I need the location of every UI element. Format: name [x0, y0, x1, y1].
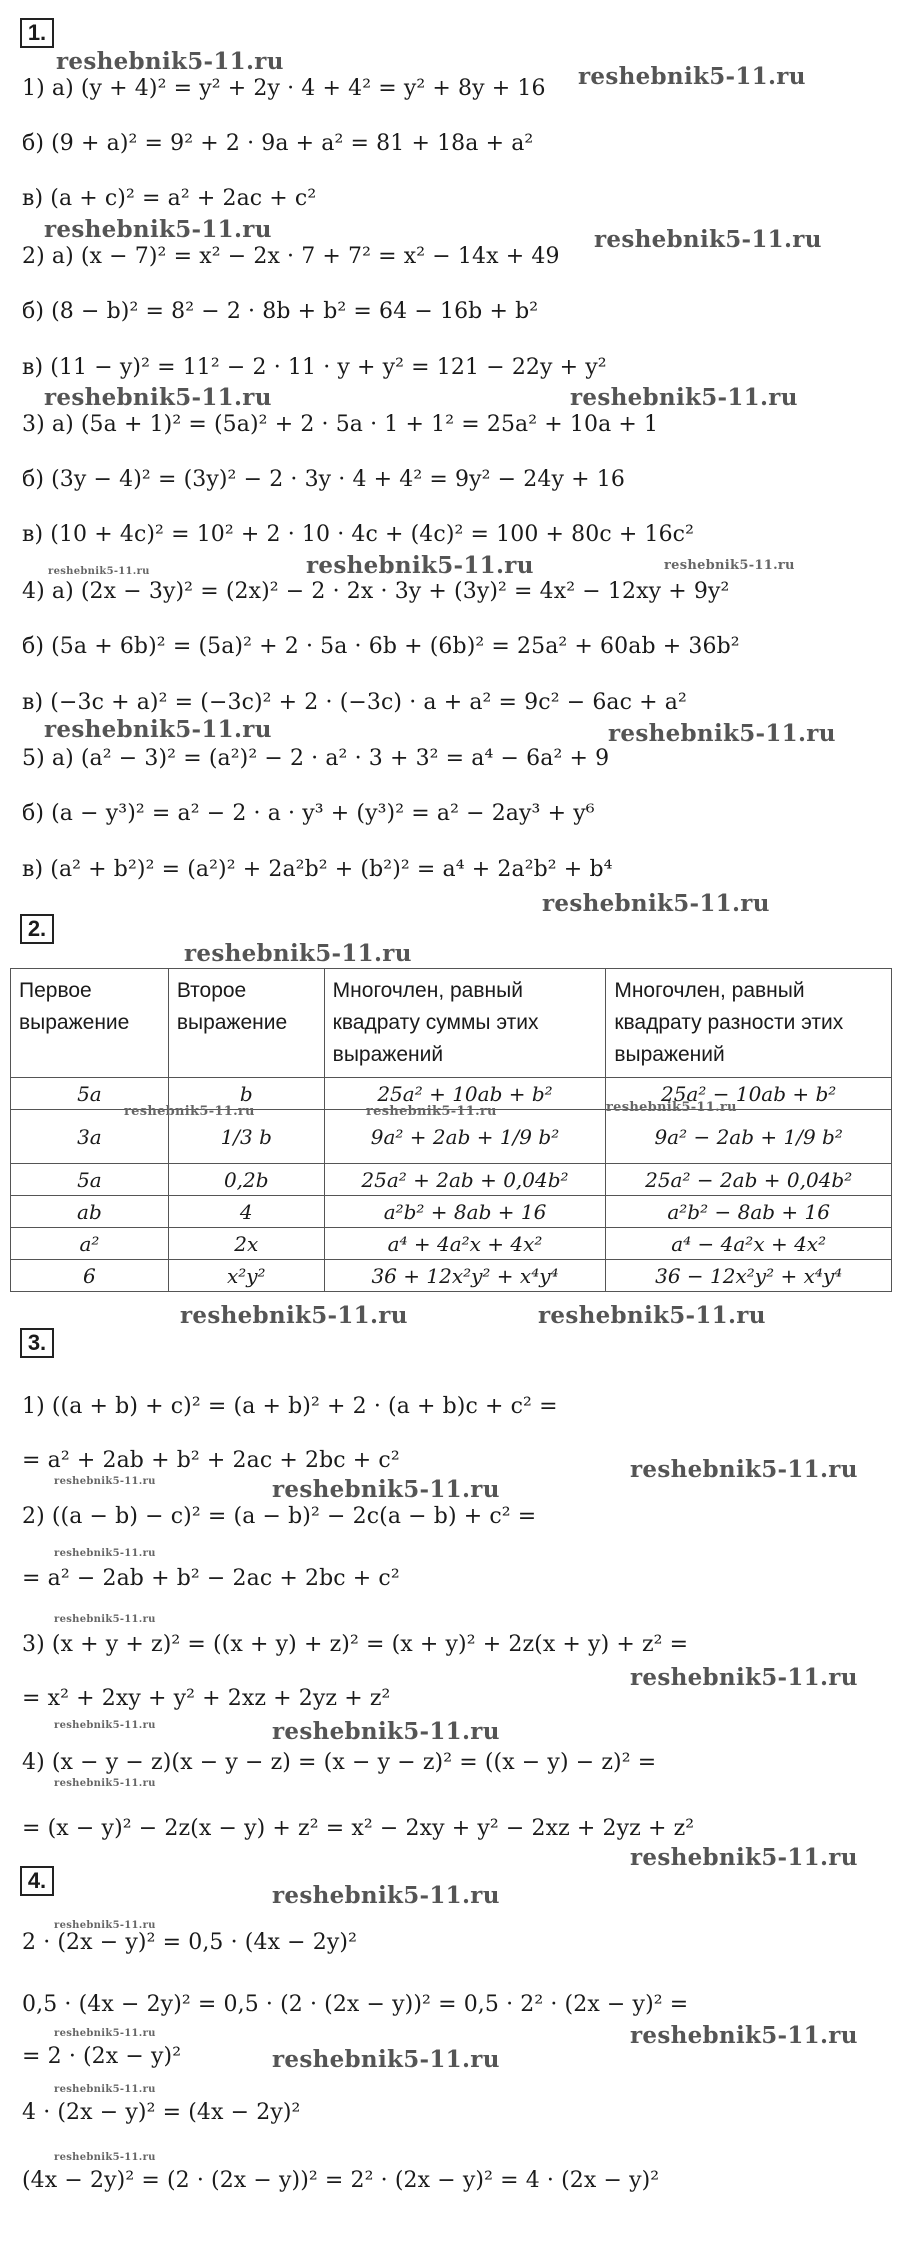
watermark: reshebnik5-11.ru	[630, 2022, 858, 2049]
watermark: reshebnik5-11.ru	[56, 48, 284, 75]
equation-line: 0,5 · (4x − 2y)² = 0,5 · (2 · (2x − y))² = 0,5 · 2² · (2x − y)² =	[22, 1992, 689, 2017]
equation-line: 2 · (2x − y)² = 0,5 · (4x − 2y)²	[22, 1930, 358, 1955]
table-cell: x²y²	[168, 1260, 324, 1292]
header-sum-square: Многочлен, равный квадрату суммы этих выражений	[324, 969, 606, 1078]
equation-line: б) (a − y³)² = a² − 2 · a · y³ + (y³)² = a² − 2ay³ + y⁶	[22, 801, 595, 826]
table-cell: 5a	[11, 1078, 169, 1110]
equation-line: 3) (x + y + z)² = ((x + y) + z)² = (x + y)² + 2z(x + y) + z² =	[22, 1632, 689, 1657]
equation-line: = (x − y)² − 2z(x − y) + z² = x² − 2xy + y² − 2xz + 2yz + z²	[22, 1816, 695, 1841]
table-cell: 6	[11, 1260, 169, 1292]
watermark: reshebnik5-11.ru	[184, 940, 412, 967]
table-header-row	[11, 969, 892, 1078]
watermark: reshebnik5-11.ru	[272, 1882, 500, 1909]
equation-line: 3) а) (5a + 1)² = (5a)² + 2 · 5a · 1 + 1² = 25a² + 10a + 1	[22, 412, 659, 437]
table-row	[11, 1260, 892, 1292]
equation-line: 1) а) (y + 4)² = y² + 2y · 4 + 4² = y² + 8y + 16	[22, 76, 546, 101]
equation-line: б) (5a + 6b)² = (5a)² + 2 · 5a · 6b + (6b)² = 25a² + 60ab + 36b²	[22, 634, 740, 659]
section-number-4: 4.	[20, 1866, 54, 1896]
watermark: reshebnik5-11.ru	[54, 1720, 156, 1731]
table-cell: 25a² − 2ab + 0,04b²	[606, 1164, 892, 1196]
equation-line: в) (−3c + a)² = (−3c)² + 2 · (−3c) · a + a² = 9c² − 6ac + a²	[22, 690, 687, 715]
equation-line: 2) а) (x − 7)² = x² − 2x · 7 + 7² = x² − 14x + 49	[22, 244, 560, 269]
equation-line: б) (9 + a)² = 9² + 2 · 9a + a² = 81 + 18a + a²	[22, 131, 534, 156]
table-cell: a⁴ + 4a²x + 4x²	[324, 1228, 606, 1260]
watermark: reshebnik5-11.ru	[54, 1778, 156, 1789]
equation-line: 4 · (2x − y)² = (4x − 2y)²	[22, 2100, 301, 2125]
watermark: reshebnik5-11.ru	[630, 1456, 858, 1483]
section-number-1: 1.	[20, 18, 54, 48]
table-cell: 3a	[11, 1110, 169, 1164]
equation-line: в) (a² + b²)² = (a²)² + 2a²b² + (b²)² = a⁴ + 2a²b² + b⁴	[22, 857, 613, 882]
table-cell: ab	[11, 1196, 169, 1228]
table-cell: 36 + 12x²y² + x⁴y⁴	[324, 1260, 606, 1292]
watermark: reshebnik5-11.ru	[54, 1614, 156, 1625]
equation-line: 1) ((a + b) + c)² = (a + b)² + 2 · (a + b)c + c² =	[22, 1394, 558, 1419]
watermark: reshebnik5-11.ru	[44, 384, 272, 411]
watermark: reshebnik5-11.ru	[630, 1844, 858, 1871]
table-cell: 9a² − 2ab + 1/9 b²	[606, 1110, 892, 1164]
watermark: reshebnik5-11.ru	[542, 890, 770, 917]
watermark: reshebnik5-11.ru	[54, 1476, 156, 1487]
watermark: reshebnik5-11.ru	[594, 226, 822, 253]
squares-table	[10, 968, 892, 1292]
table-cell: a²	[11, 1228, 169, 1260]
table-row	[11, 1228, 892, 1260]
table-row	[11, 1196, 892, 1228]
watermark: reshebnik5-11.ru	[124, 1104, 255, 1119]
equation-line: б) (3y − 4)² = (3y)² − 2 · 3y · 4 + 4² = 9y² − 24y + 16	[22, 467, 625, 492]
equation-line: = 2 · (2x − y)²	[22, 2044, 182, 2069]
section-number-3: 3.	[20, 1328, 54, 1358]
table-cell: 9a² + 2ab + 1/9 b²	[324, 1110, 606, 1164]
equation-line: в) (a + c)² = a² + 2ac + c²	[22, 186, 317, 211]
table-cell: 0,2b	[168, 1164, 324, 1196]
equation-line: в) (10 + 4c)² = 10² + 2 · 10 · 4c + (4c)² = 100 + 80c + 16c²	[22, 522, 695, 547]
table-cell: a⁴ − 4a²x + 4x²	[606, 1228, 892, 1260]
watermark: reshebnik5-11.ru	[570, 384, 798, 411]
watermark: reshebnik5-11.ru	[606, 1100, 737, 1115]
section-number-2: 2.	[20, 914, 54, 944]
table-cell: 4	[168, 1196, 324, 1228]
table-cell: 25a² + 2ab + 0,04b²	[324, 1164, 606, 1196]
equation-line: = a² − 2ab + b² − 2ac + 2bc + c²	[22, 1566, 400, 1591]
table-cell: a²b² − 8ab + 16	[606, 1196, 892, 1228]
watermark: reshebnik5-11.ru	[664, 558, 795, 573]
table-cell: b	[168, 1078, 324, 1110]
table-cell: 2x	[168, 1228, 324, 1260]
equation-line: = a² + 2ab + b² + 2ac + 2bc + c²	[22, 1448, 400, 1473]
table-cell: 1/3 b	[168, 1110, 324, 1164]
watermark: reshebnik5-11.ru	[54, 2152, 156, 2163]
table-cell: 25a² − 10ab + b²	[606, 1078, 892, 1110]
table-cell: 25a² + 10ab + b²	[324, 1078, 606, 1110]
watermark: reshebnik5-11.ru	[578, 63, 806, 90]
equation-line: б) (8 − b)² = 8² − 2 · 8b + b² = 64 − 16b + b²	[22, 299, 539, 324]
equation-line: 4) а) (2x − 3y)² = (2x)² − 2 · 2x · 3y + (3y)² = 4x² − 12xy + 9y²	[22, 579, 730, 604]
watermark: reshebnik5-11.ru	[180, 1302, 408, 1329]
header-second-expression: Второе выражение	[168, 969, 324, 1078]
table-cell: a²b² + 8ab + 16	[324, 1196, 606, 1228]
watermark: reshebnik5-11.ru	[630, 1664, 858, 1691]
equation-line: 4) (x − y − z)(x − y − z) = (x − y − z)² = ((x − y) − z)² =	[22, 1750, 657, 1775]
table-row	[11, 1164, 892, 1196]
watermark: reshebnik5-11.ru	[272, 1718, 500, 1745]
table-cell: 36 − 12x²y² + x⁴y⁴	[606, 1260, 892, 1292]
watermark: reshebnik5-11.ru	[44, 716, 272, 743]
watermark: reshebnik5-11.ru	[306, 552, 534, 579]
equation-line: (4x − 2y)² = (2 · (2x − y))² = 2² · (2x − y)² = 4 · (2x − y)²	[22, 2168, 660, 2193]
watermark: reshebnik5-11.ru	[272, 1476, 500, 1503]
watermark: reshebnik5-11.ru	[608, 720, 836, 747]
watermark: reshebnik5-11.ru	[54, 2084, 156, 2095]
equation-line: в) (11 − y)² = 11² − 2 · 11 · y + y² = 121 − 22y + y²	[22, 355, 607, 380]
table-cell: 5a	[11, 1164, 169, 1196]
watermark: reshebnik5-11.ru	[54, 2028, 156, 2039]
header-first-expression: Первое выражение	[11, 969, 169, 1078]
equation-line: 5) а) (a² − 3)² = (a²)² − 2 · a² · 3 + 3² = a⁴ − 6a² + 9	[22, 746, 610, 771]
equation-line: = x² + 2xy + y² + 2xz + 2yz + z²	[22, 1686, 391, 1711]
watermark: reshebnik5-11.ru	[54, 1548, 156, 1559]
watermark: reshebnik5-11.ru	[272, 2046, 500, 2073]
watermark: reshebnik5-11.ru	[538, 1302, 766, 1329]
watermark: reshebnik5-11.ru	[366, 1104, 497, 1119]
watermark: reshebnik5-11.ru	[44, 216, 272, 243]
watermark: reshebnik5-11.ru	[54, 1920, 156, 1931]
watermark: reshebnik5-11.ru	[48, 566, 150, 577]
equation-line: 2) ((a − b) − c)² = (a − b)² − 2c(a − b) + c² =	[22, 1504, 537, 1529]
header-difference-square: Многочлен, равный квадрату разности этих выражений	[606, 969, 892, 1078]
